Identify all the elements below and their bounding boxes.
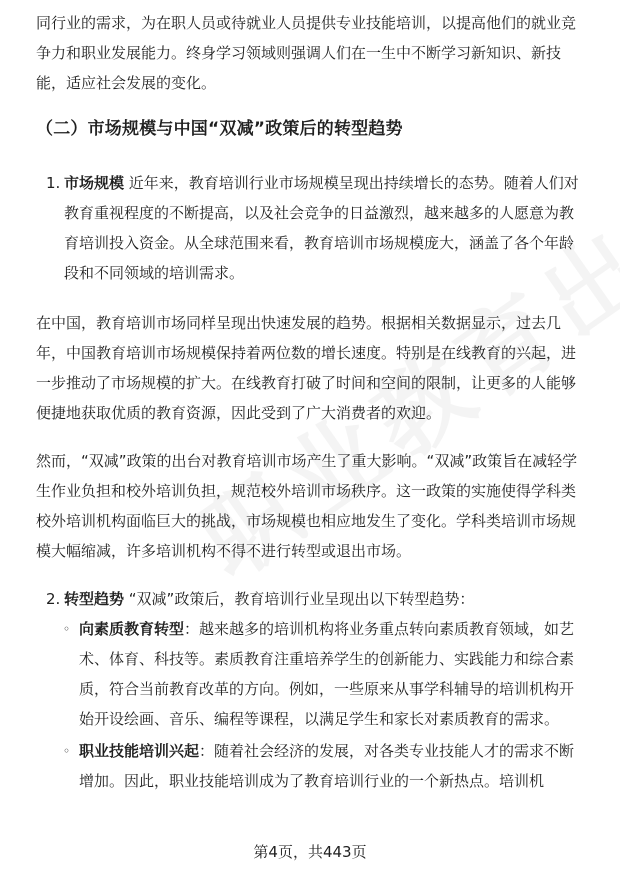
intro-paragraph: 同行业的需求，为在职人员或待就业人员提供专业技能培训，以提高他们的就业竞争力和职业发展能力。终身学习领域则强调人们在一生中不断学习新知识、新技能，适应社会发展的变化。: [36, 14, 577, 92]
bullet-icon: ◦: [63, 744, 71, 758]
bullet-list: [36, 614, 580, 796]
numbered-list: [36, 168, 580, 288]
item-title: 市场规模: [64, 174, 125, 192]
item-text: “双减”政策后，教育培训行业呈现出以下转型趋势：: [124, 590, 475, 608]
page-footer: 第4页，共443页: [253, 843, 367, 861]
bullet-icon: ◦: [63, 622, 71, 636]
item-title: 转型趋势: [64, 590, 125, 608]
sub-item-title: 职业技能培训兴起: [79, 742, 200, 760]
china-market-paragraph: 在中国，教育培训市场同样呈现出快速发展的趋势。根据相关数据显示，过去几年，中国教育培训市场规模保持着两位数的增长速度。特别是在线教育的兴起，进一步推动了市场规模的扩大。在线教育打破了时间和空间的限制，让更多的人能够便捷地获取优质的教育资源，因此受到了广大消费者的欢迎。: [36, 314, 577, 422]
sub-item-title: 向素质教育转型: [79, 620, 185, 638]
item-text: 近年来，教育培训行业市场规模呈现出持续增长的态势。随着人们对教育重视程度的不断提高，以及社会竞争的日益激烈，越来越多的人愿意为教育培训投入资金。从全球范围来看，教育培训市场规模庞大，涵盖了各个年龄段和不同领域的培训需求。: [64, 174, 579, 282]
policy-impact-paragraph: 然而，“双减”政策的出台对教育培训市场产生了重大影响。“双减”政策旨在减轻学生作业负担和校外培训负担，规范校外培训市场秩序。这一政策的实施使得学科类校外培训机构面临巨大的挑战，市场规模也相应地发生了变化。学科类培训市场规模大幅缩减，许多培训机构不得不进行转型或退出市场。: [36, 452, 578, 560]
item-number: 1.: [46, 174, 61, 192]
list-item-market-size: [36, 168, 580, 288]
list-item: [50, 614, 580, 734]
item-number: 2.: [46, 590, 61, 608]
list-item-transformation: [36, 584, 580, 614]
sub-item-text: ：越来越多的培训机构将业务重点转向素质教育领域，如艺术、体育、科技等。素质教育注重培养学生的创新能力、实践能力和综合素质，符合当前教育改革的方向。例如，一些原来从事学科辅导的培训机构开始开设绘画、音乐、编程等课程，以满足学生和家长对素质教育的需求。: [79, 620, 575, 728]
section-heading: （二）市场规模与中国“双减”政策后的转型趋势: [36, 119, 403, 139]
sub-item-text: ：随着社会经济的发展，对各类专业技能人才的需求不断增加。因此，职业技能培训成为了教育培训行业的一个新热点。培训机: [79, 742, 575, 790]
list-item: [50, 736, 580, 796]
numbered-list-continued: [36, 584, 580, 614]
